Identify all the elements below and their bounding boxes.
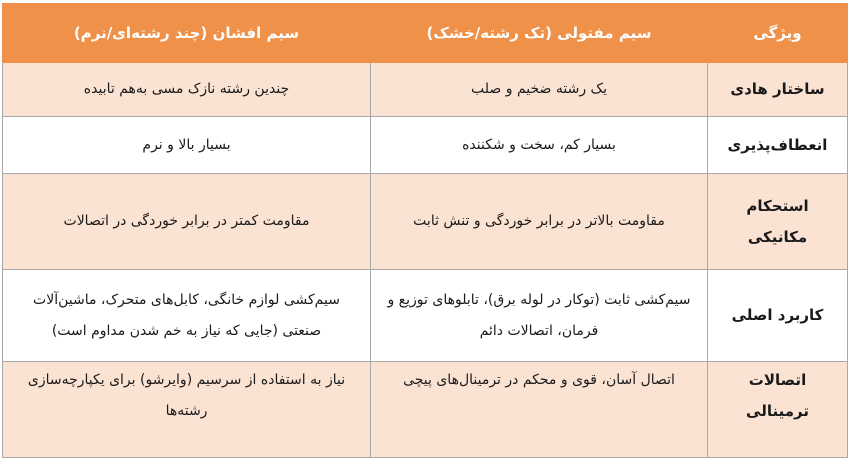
table-header-row xyxy=(3,4,848,63)
row-label: کاربرد اصلی xyxy=(708,270,848,362)
row-label: انعطاف‌پذیری xyxy=(708,117,848,174)
row-label: ساختار هادی xyxy=(708,63,848,117)
cell-stranded: بسیار بالا و نرم xyxy=(3,117,371,174)
cell-stranded: مقاومت کمتر در برابر خوردگی در اتصالات xyxy=(3,174,371,270)
cell-stranded: چندین رشته نازک مسی به‌هم تابیده xyxy=(3,63,371,117)
cell-solid: یک رشته ضخیم و صلب xyxy=(371,63,708,117)
wire-comparison-table xyxy=(2,3,848,458)
row-label: اتصالات ترمینالی xyxy=(708,362,848,458)
table-row-main-application xyxy=(3,270,848,362)
row-label: استحکام مکانیکی xyxy=(708,174,848,270)
header-solid-wire: سیم مفتولی (تک رشته/خشک) xyxy=(371,4,708,63)
table-row-conductor-structure xyxy=(3,63,848,117)
cell-solid: سیم‌کشی ثابت (توکار در لوله برق)، تابلوهای توزیع و فرمان، اتصالات دائم xyxy=(371,270,708,362)
cell-stranded: نیاز به استفاده از سرسیم (وایرشو) برای یکپارچه‌سازی رشته‌ها xyxy=(3,362,371,458)
cell-stranded: سیم‌کشی لوازم خانگی، کابل‌های متحرک، ماشین‌آلات صنعتی (جایی که نیاز به خم شدن مداوم است) xyxy=(3,270,371,362)
cell-solid: مقاومت بالاتر در برابر خوردگی و تنش ثابت xyxy=(371,174,708,270)
table-row-flexibility xyxy=(3,117,848,174)
cell-solid: اتصال آسان، قوی و محکم در ترمینال‌های پیچی xyxy=(371,362,708,458)
comparison-table-container xyxy=(3,3,848,458)
table-row-terminal-connections xyxy=(3,362,848,458)
cell-solid: بسیار کم، سخت و شکننده xyxy=(371,117,708,174)
header-stranded-wire: سیم افشان (چند رشته‌ای/نرم) xyxy=(3,4,371,63)
header-feature: ویژگی xyxy=(708,4,848,63)
table-row-mechanical-strength xyxy=(3,174,848,270)
